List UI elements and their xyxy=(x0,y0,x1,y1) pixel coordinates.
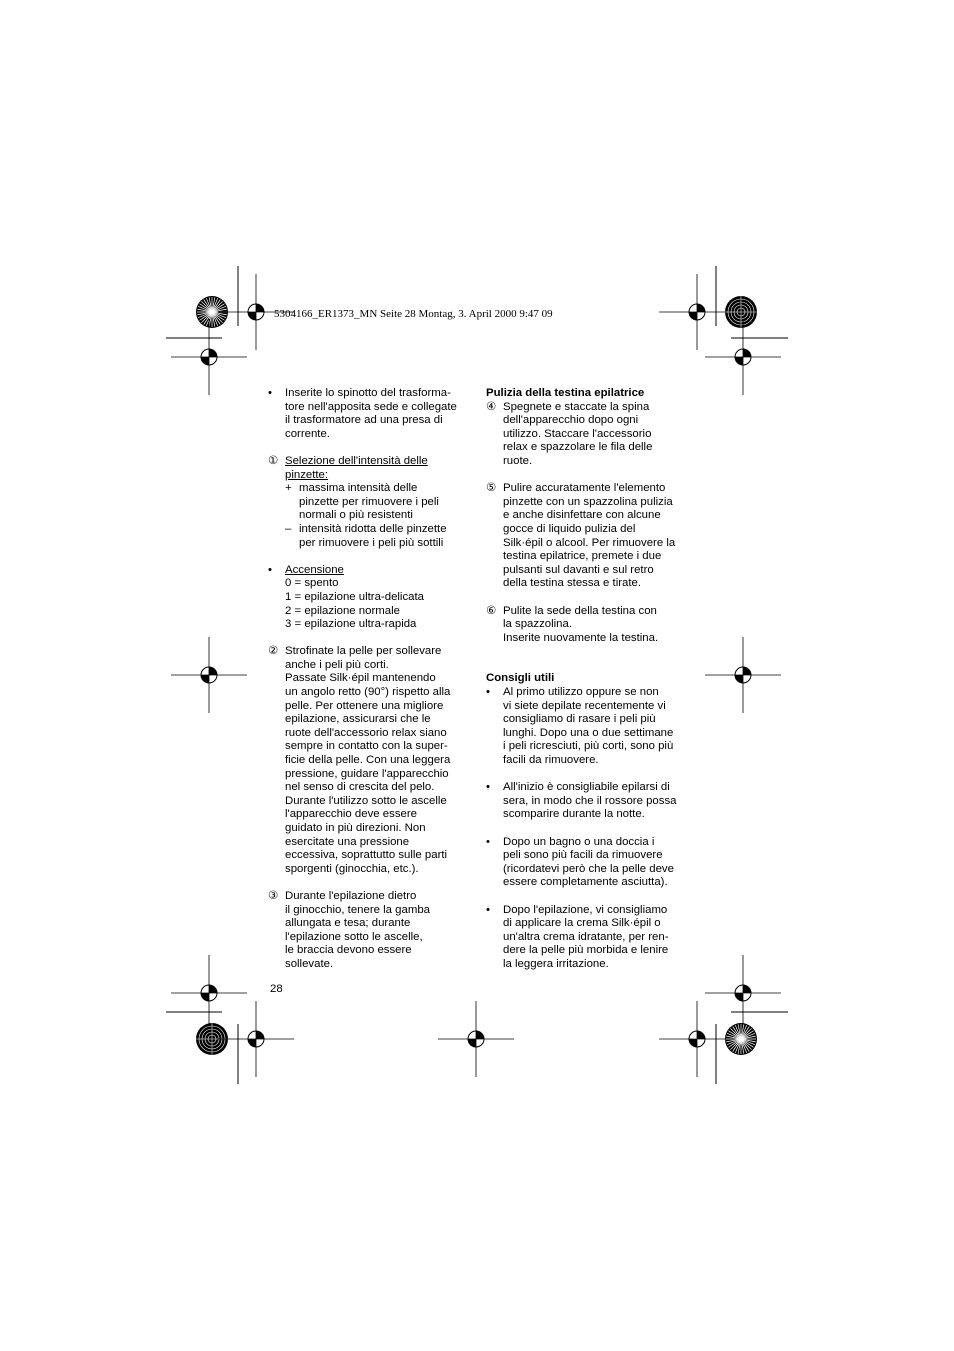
instruction-item xyxy=(268,387,468,441)
text-line: eccessiva, soprattutto sulle parti xyxy=(285,849,448,862)
text-line: corrente. xyxy=(285,427,330,440)
item-heading: pinzette: xyxy=(285,468,329,481)
text-line: ruote dell'accessorio relax siano xyxy=(285,726,447,739)
text-line: 1 = epilazione ultra-delicata xyxy=(285,590,424,603)
item-heading: Selezione dell'intensità delle xyxy=(285,454,428,467)
text-line: l'epilazione sotto le ascelle, xyxy=(285,930,423,943)
text-line: massima intensità delle xyxy=(299,482,418,495)
text-line: 0 = spento xyxy=(285,577,339,590)
text-line: sollevate. xyxy=(285,957,334,970)
text-line: scomparire durante la notte. xyxy=(503,808,645,821)
text-line: sempre in contatto con la super- xyxy=(285,740,448,753)
text-line: vi siete depilate recentemente vi xyxy=(503,699,666,712)
text-line: pinzette con un spazzolina pulizia xyxy=(503,495,673,508)
text-line: pinzette per rimuovere i peli xyxy=(299,495,439,508)
bullet: • xyxy=(268,387,272,399)
text-line: Dopo l'epilazione, vi consigliamo xyxy=(503,903,668,916)
instruction-item xyxy=(268,455,468,550)
text-line: lunghi. Dopo una o due settimane xyxy=(503,726,674,739)
instruction-item xyxy=(486,401,686,469)
text-line: intensità ridotta delle pinzette xyxy=(299,522,447,535)
text-line: testina epilatrice, premete i due xyxy=(503,550,662,563)
text-line: e anche disinfettare con alcune xyxy=(503,509,661,522)
text-line: tore nell'apposita sede e collegate xyxy=(285,400,457,413)
text-line: della testina stessa e tirate. xyxy=(503,577,642,590)
text-line: peli sono più facili da rimuovere xyxy=(503,849,663,862)
text-line: relax e spazzolare le fila delle xyxy=(503,441,653,454)
text-line: consigliamo di rasare i peli più xyxy=(503,713,656,726)
bullet: • xyxy=(486,835,490,848)
text-line: Spegnete e staccate la spina xyxy=(503,400,650,413)
bullet: • xyxy=(486,781,490,794)
bullet: • xyxy=(268,563,272,576)
text-line: nel senso di crescita del pelo. xyxy=(285,781,435,794)
text-line: i peli ricresciuti, più corti, sono più xyxy=(503,740,674,753)
text-line: un angolo retto (90°) rispetto alla xyxy=(285,686,451,699)
text-line: Pulite la sede della testina con xyxy=(503,604,657,617)
text-line: un'altra crema idratante, per ren- xyxy=(503,930,669,943)
text-line: Inserite lo spinotto del trasforma- xyxy=(285,387,451,399)
text-line: Inserite nuovamente la testina. xyxy=(503,631,659,644)
text-line: gocce di liquido pulizia del xyxy=(503,522,636,535)
text-line: 3 = epilazione ultra-rapida xyxy=(285,618,417,631)
sub-bullet: – xyxy=(285,522,292,535)
text-line: Al primo utilizzo oppure se non xyxy=(503,686,659,699)
text-line: la spazzolina. xyxy=(503,618,573,631)
tip-item xyxy=(486,836,686,890)
text-line: Durante l'utilizzo sotto le ascelle xyxy=(285,794,447,807)
text-line: pressione, guidare l'apparecchio xyxy=(285,767,449,780)
step-number: ④ xyxy=(486,400,497,413)
text-line: per rimuovere i peli più sottili xyxy=(299,536,444,549)
text-line: sera, in modo che il rossore possa xyxy=(503,794,677,807)
instruction-item xyxy=(486,482,686,591)
instruction-item xyxy=(268,564,468,632)
instruction-item xyxy=(268,890,468,972)
sub-bullet: + xyxy=(285,482,292,495)
text-line: l'apparecchio deve essere xyxy=(285,808,417,821)
text-line: pelle. Per ottenere una migliore xyxy=(285,699,444,712)
text-line: Durante l'epilazione dietro xyxy=(285,889,417,902)
item-heading: Accensione xyxy=(285,563,344,576)
left-column xyxy=(268,387,468,972)
step-number: ② xyxy=(268,645,279,658)
tip-item xyxy=(486,686,686,768)
text-line: sporgenti (ginocchia, etc.). xyxy=(285,862,419,875)
step-number: ① xyxy=(268,454,279,467)
right-column xyxy=(486,387,686,972)
text-line: Silk·épil o alcool. Per rimuovere la xyxy=(503,536,676,549)
step-number: ⑥ xyxy=(486,604,497,617)
text-line: anche i peli più corti. xyxy=(285,658,389,671)
text-line: All'inizio è consigliabile epilarsi di xyxy=(503,781,670,794)
text-line: guidato in più direzioni. Non xyxy=(285,822,426,834)
section-title: Pulizia della testina epilatrice xyxy=(486,387,645,399)
bullet: • xyxy=(486,686,490,699)
text-line: il trasformatore ad una presa di xyxy=(285,414,443,427)
sub-item xyxy=(285,523,468,550)
sub-item xyxy=(285,482,468,523)
text-line: ruote. xyxy=(503,454,533,467)
text-line: allungata e tesa; durante xyxy=(285,917,411,930)
tip-item xyxy=(486,904,686,972)
text-line: Passate Silk·épil mantenendo xyxy=(285,672,436,685)
section-title: Consigli utili xyxy=(486,672,555,685)
text-line: Strofinate la pelle per sollevare xyxy=(285,645,442,658)
text-line: Pulire accuratamente l'elemento xyxy=(503,482,666,495)
text-line: facili da rimuovere. xyxy=(503,754,599,767)
text-line: essere completamente asciutta). xyxy=(503,876,668,889)
text-line: Dopo un bagno o una doccia i xyxy=(503,835,655,848)
text-line: ficie della pelle. Con una leggera xyxy=(285,754,451,767)
text-line: esercitate una pressione xyxy=(285,835,410,848)
text-line: di applicare la crema Silk·épil o xyxy=(503,917,661,930)
text-line: dere la pelle più morbida e lenire xyxy=(503,944,669,957)
tip-item xyxy=(486,781,686,822)
instruction-item xyxy=(268,645,468,876)
text-line: la leggera irritazione. xyxy=(503,957,609,970)
text-line: 2 = epilazione normale xyxy=(285,604,400,617)
instruction-item xyxy=(486,605,686,646)
text-line: epilazione, assicurarsi che le xyxy=(285,713,431,726)
text-line: normali o più resistenti xyxy=(299,509,413,522)
text-line: (ricordatevi però che la pelle deve xyxy=(503,862,674,875)
step-number: ③ xyxy=(268,889,279,902)
text-line: dell'apparecchio dopo ogni xyxy=(503,414,639,427)
text-line: il ginocchio, tenere la gamba xyxy=(285,903,431,916)
step-number: ⑤ xyxy=(486,482,497,495)
text-line: pulsanti sul davanti e sul retro xyxy=(503,563,654,576)
text-line: utilizzo. Staccare l'accessorio xyxy=(503,427,652,440)
page-number: 28 xyxy=(270,983,283,995)
print-slug: 5304166_ER1373_MN Seite 28 Montag, 3. April 2000 9:47 09 xyxy=(274,308,553,320)
text-line: le braccia devono essere xyxy=(285,944,412,957)
bullet: • xyxy=(486,903,490,916)
